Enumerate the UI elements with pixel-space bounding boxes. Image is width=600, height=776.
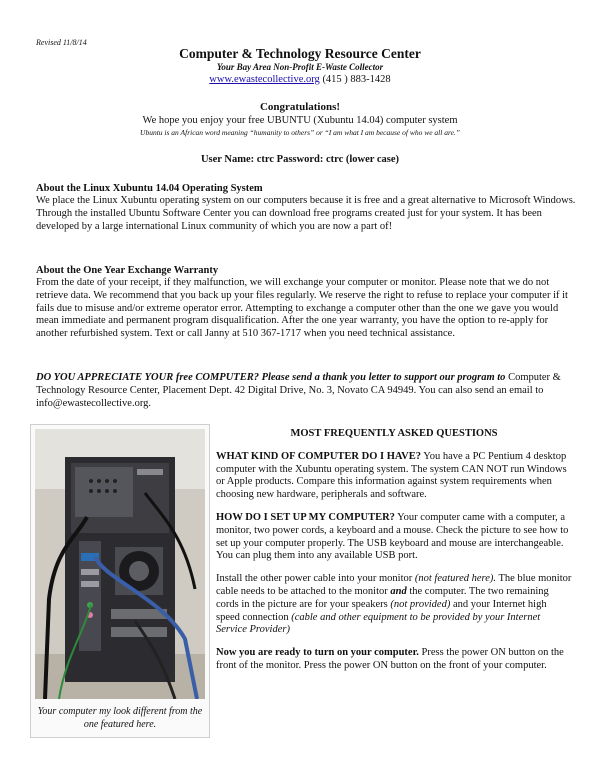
faq-answer-1: You have a PC Pentium 4 desktop computer with the Xubuntu operating system. The system CAN NOT run Windows or Apple products. Compare this information against system requirements when choosing new hardware, peripherals and software. xyxy=(216,450,567,501)
computer-tower-image xyxy=(35,429,205,699)
website-link[interactable]: www.ewastecollective.org xyxy=(209,74,320,85)
cable-text-8: (cable and other equipment to be provided by your Internet Service Provider) xyxy=(216,611,541,636)
faq-answer-2: Your computer came with a computer, a monitor, two power cords, a keyboard and a mouse. Check the picture to see how to set up your computer properly. The USB keyboard and mouse are interchangeable. You can plug them into any available USB port. xyxy=(216,511,569,562)
faq-section xyxy=(216,428,572,683)
cable-text-1: Install the other power cable into your monitor xyxy=(216,573,415,585)
cable-text-6: (not provided) xyxy=(390,598,451,610)
computer-photo-frame xyxy=(30,424,210,738)
faq-question-4: Now you are ready to turn on your computer. xyxy=(216,647,419,659)
faq-answer-4: Press the power ON button on the front of the monitor. Press the power ON button on the front of your computer. xyxy=(216,647,564,671)
cable-text-5: the computer. The two remaining cords in the picture are for your speakers xyxy=(216,585,549,610)
congratulations-title: Congratulations! xyxy=(259,101,341,113)
about-linux-section xyxy=(36,182,576,233)
faq-item-power-on xyxy=(216,647,572,673)
login-credentials: User Name: ctrc Password: ctrc (lower case) xyxy=(200,154,400,165)
congratulations-line: We hope you enjoy your free UBUNTU (Xubuntu 14.04) computer system xyxy=(142,115,458,126)
ubuntu-meaning-note: Ubuntu is an African word meaning “humanity to others” or “I am what I am because of who we all are.” xyxy=(140,128,460,137)
cable-text-7: and your Internet high speed connection xyxy=(216,598,547,623)
warranty-body: From the date of your receipt, if they malfunction, we will exchange your computer or monitor. Please note that we do not retrieve data. We recommend that you back up your files regularly. We reserve the right to refuse to replace your computer if it fails due to misuse and/or extreme operator error. Attempting to exchange a computer other than the one we gave you would mean immediate and permanent program disqualification. After the one year warranty, you have the option to re-apply for another refurbished system. Text or call Janny at 510 367-1717 when you need technical assistance. xyxy=(36,277,568,340)
revision-date: Revised 11/8/14 xyxy=(36,38,87,47)
warranty-heading: About the One Year Exchange Warranty xyxy=(36,265,219,276)
thank-you-section xyxy=(36,372,576,410)
warranty-section xyxy=(36,264,576,341)
faq-item-cables xyxy=(216,573,572,637)
header xyxy=(0,46,600,87)
faq-item-computer-type xyxy=(216,451,572,502)
faq-title: MOST FREQUENTLY ASKED QUESTIONS xyxy=(290,428,498,439)
faq-item-setup xyxy=(216,512,572,563)
faq-question-1: WHAT KIND OF COMPUTER DO I HAVE? xyxy=(216,450,421,462)
phone-number: (415 ) 883-1428 xyxy=(322,74,391,85)
computer-rear-photo xyxy=(35,429,205,699)
cable-text-2: (not featured here). xyxy=(414,573,497,585)
contact-line xyxy=(0,73,600,87)
cable-text-4: and xyxy=(390,585,407,597)
faq-question-2: HOW DO I SET UP MY COMPUTER? xyxy=(216,511,395,523)
about-linux-heading: About the Linux Xubuntu 14.04 Operating System xyxy=(36,183,263,194)
thank-you-address: Computer & Technology Resource Center, Placement Dept. 42 Digital Drive, No. 3, Novato CA 94949. You can also send an email to info@ewastecollective.org. xyxy=(36,372,561,409)
cable-text-3: The blue monitor cable needs to be attached to the monitor xyxy=(216,573,572,597)
photo-caption: Your computer my look different from the one featured here. xyxy=(37,706,203,730)
congratulations-block xyxy=(0,100,600,138)
org-title: Computer & Technology Resource Center xyxy=(179,46,421,61)
org-subtitle: Your Bay Area Non-Profit E-Waste Collector xyxy=(216,62,384,72)
thank-you-callout: DO YOU APPRECIATE YOUR free COMPUTER? Please send a thank you letter to support our program to xyxy=(36,372,506,383)
about-linux-body: We place the Linux Xubuntu operating system on our computers because it is free and a great alternative to Microsoft Windows. Through the installed Ubuntu Software Center you can download free programs created just for your system. It has been developed by a large international Linux community of which you are now a part of! xyxy=(36,195,576,232)
